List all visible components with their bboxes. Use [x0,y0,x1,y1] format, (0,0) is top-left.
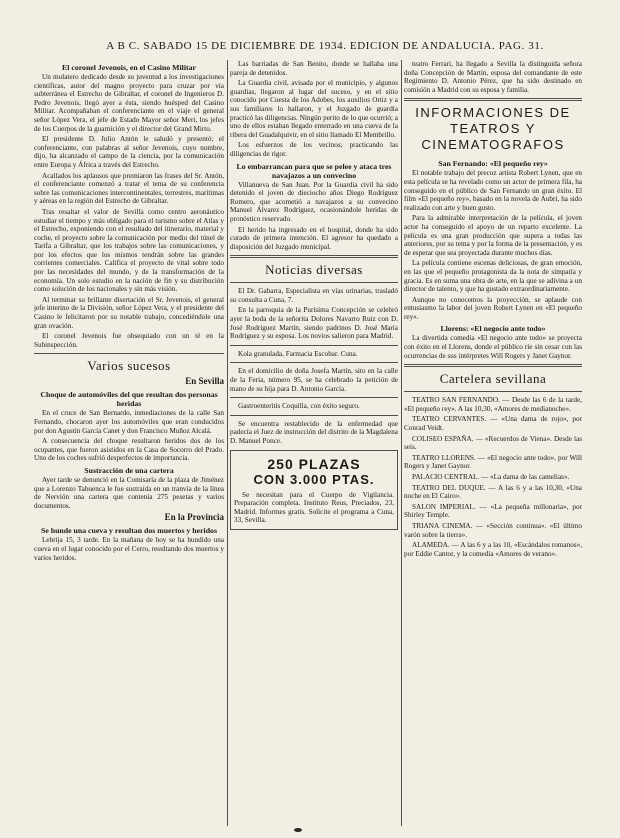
headline-cartera: Sustracción de una cartera [84,465,174,475]
listing: PALACIO CENTRAL. — «La dama de las camelias». [412,473,570,481]
divider [230,397,398,398]
paragraph: En la parroquia de la Purísima Concepción se celebró ayer la boda de la señorita Dolores Navarro Ruiz con D. José Rodríguez Martín, siendo padrinos D. José María Rodríguez y su esposa. Los novios salieron para Madrid. [230,306,398,341]
paragraph: Ayer tarde se denunció en la Comisaría de la plaza de Jiménez que a Lorenzo Tabuenca le fue sustraída en un tranvía de la línea de Nervión una cartera que contenía 275 pesetas y varios documentos. [34,475,224,510]
paragraph: Kola granulada, Farmacia Escobar. Cuna. [238,349,358,358]
paragraph: Gastroenteritis Coquilla, con éxito seguro. [238,402,360,411]
column-rule-2 [401,60,402,826]
paragraph: El notable trabajo del precoz artista Robert Lynen, que en esta película se ha revelado como un actor de primera fila, ha conseguido en el público de San Fernando un gran éxito. El film «El pequeño rey», basado en la novela de Aubri, ha sido realizado con arte y buen gusto. [404,169,582,212]
divider [230,415,398,416]
paragraph: teatro Ferrari, ha llegado a Sevilla la distinguida señora doña Concepción de Martín, esposa del comandante de este Regimiento D. Antonio Pérez, que ha sido destinado en comisión a Madrid con su esposa y familia. [404,60,582,94]
paragraph: Al terminar su brillante disertación el Sr. Jevenois, el general jefe interino de la División, señor López Vera, y el presidente del Casino le felicitaron por su notable trabajo, concediéndole una gran ovación. [34,295,224,330]
paragraph: Villanueva de San Juan. Por la Guardia civil ha sido detenido el joven de dieciocho años Diego Rodríguez Romero, que acometió a navajazos a su convecino Manuel Álvarez Rodríguez, ocasionándole heridas de pronóstico reservado. [230,180,398,223]
divider [230,255,398,258]
paragraph: La Guardia civil, avisada por el municipio, y algunos guardias, llegaron al lugar del suceso, y en el sitio conocido por Cuesta de los Adobes, los auxilios Ortiz y a sus familiares lo hallaron, y el Juzgado de guardia practicó las diligencias. Ningún perito de lo que ocurrió; a uno de ellos estaban llegado enterrado en una cueva de la ribera del Guadalquivir, en el sitio llamado El Membrillo. [230,79,398,139]
paragraph: Un mulatero dedicado desde su juventud a los investigaciones científicas, autor del magno proyecto para cruzar por vía subterránea el Estrecho de Gibraltar, el coronel de Ingenieros D. Pedro Jevenois, llegó ayer a ésta, siendo huésped del Casino Militar. Acompañaban el conferenciante en el viaje el general señor López Vera, el jefe de Estado Mayor señor Meri, los jefes de los Cuerpos de la guarnición y el director del Grand Mirto. [34,73,224,133]
paragraph: Lebrija 15, 3 tarde. En la mañana de hoy se ha hundido una cueva en el lugar conocido por el Cerro, resultando dos muertos y varios heridos. [34,536,224,562]
divider [230,282,398,283]
paragraph: La película contiene escenas deliciosas, de gran emoción, en las que el pequeño protagonista da la nota de simpatía y gracia. Es en suma una obra de arte, en la que se adivina a un director de talento, y que ha gustado extraordinariamente. [404,259,582,294]
column-1 [34,60,224,828]
paragraph: Acallados los aplausos que premiaron las frases del Sr. Antón, el conferenciante comenzó a tratar el tema de su conferencia sobre las comunicaciones intercontinentales, terrestres, marítimas y aéreas en la región del Estrecho de Gibraltar. [34,171,224,206]
listing: TEATRO DEL DUQUE. — A las 6 y a las 10,30, «Una noche en El Cairo». [404,483,582,501]
listing: COLISEO ESPAÑA. — «Recuerdos de Viena». Desde las seis. [404,434,582,452]
headline-cueva: Se hunde una cueva y resultan dos muertos y heridos [41,526,217,536]
paragraph: El herido ha ingresado en el hospital, donde ha sido curado de primera intención. El agresor ha quedado a disposición del Juzgado municipal. [230,225,398,251]
divider [404,364,582,367]
ad-headline-pesetas: CON 3.000 PTAS. [253,471,375,487]
divider [230,362,398,363]
paragraph: El presidente D. Julio Antón le saludó y presentó; el conferenciante, con palabras al señor Jevenois, cuyo nombre, dijo, ha alcanzado el campo de la ciencia, por la comunicación entre Europa y África a través del Estrecho. [34,135,224,169]
column-3 [404,60,582,828]
paragraph: Los esfuerzos de los vecinos; practicando las diligencias de rigor. [230,141,398,158]
subsection-en-sevilla: En Sevilla [185,376,224,387]
ad-headline-plazas: 250 PLAZAS [267,455,361,472]
paragraph: En el cruce de San Bernardo, inmediaciones de la calle San Fernando, chocaron ayer los automóviles que eran conducidos por don Agustín García Canet y don Francisco Muñoz Alcalá. [34,409,224,435]
column-rule-1 [227,60,228,826]
paragraph: Tras resaltar el valor de Sevilla como centro aeronáutico estudiar el tiempo y más obligado para el turismo sobre el Atlas y el Estrecho, exponiendo con el resultado del itinerario, material y coche, el proyecto sobre la comunicación por medio del túnel de Tarifa a Gibraltar, que los trabajos sobre las comunicaciones, y por los efectos que los mismos tendrán sobre las grandes corrientes comerciales. Califica el proyecto de vital sobre todo por las necesidades del mundo, y de la transformación de la economía. Un solo estudio en la nación de fin y su distribución como solución de los nacionales y sin más visión. [34,207,224,294]
subsection-en-la-provincia: En la Provincia [164,512,224,523]
page-header: A B C. SABADO 15 DE DICIEMBRE DE 1934. EDICION DE ANDALUCIA. PAG. 31. [106,40,544,52]
paragraph: Se encuentra restablecido de la enfermedad que padecía el Juez de instrucción del distrito de la Magdalena D. Manuel Ponce. [230,419,398,445]
headline-navajazos: Lo embarrancan para que se pelee y ataca tres navajazos a un convecino [236,161,392,180]
section-title-noticias: Noticias diversas [265,262,363,278]
section-title-sucesos: Varios sucesos [87,358,171,374]
headline-llorens: Llorens: «El negocio ante todo» [440,324,546,334]
paragraph: El Dr. Gabarra, Especialista en vías urinarias, trasladó su consulta a Cuna, 7. [230,287,398,304]
listing: TEATRO CERVANTES. — «Una dama de rojo», por Conrad Veidt. [404,415,582,433]
ad-text: Se necesitan para el Cuerpo de Vigilancia. Preparación completa. Instituto Reus, Preciados, 23, Madrid. Informes gratis. Solicite el programa a Cuna, 33, Sevilla. [234,490,394,525]
section-title-cartelera: Cartelera sevillana [439,371,547,387]
listing: TRIANA CINEMA. — «Sección continua». «El último varón sobre la tierra». [404,521,582,539]
paragraph: El coronel Jevenois fue obsequiado con un té en la Subinspección. [34,332,224,349]
ink-mark [294,828,302,832]
headline-jevenois: El coronel Jevenois, en el Casino Militar [62,63,196,72]
column-2 [230,60,398,828]
paragraph: En el domicilio de doña Josefa Martín, sito en la calle de la Feria, número 95, se ha celebrado la petición de mano de su hija para D. Antonio García. [230,367,398,393]
divider [230,345,398,346]
paragraph: A consecuencia del choque resultaron heridos dos de los ocupantes, que fueron asistidos en la Casa de Socorro del Prado. Uno de los coches sufrió desperfectos de importancia. [34,437,224,463]
paragraph: Para la admirable interpretación de la película, el joven actor ha conseguido el apoyo de un reparto excelente. La película es una gran producción que supera a todas las anteriores, por su tema y por la forma de la presentación, y es de esperar que sea proyectada durante muchos días. [404,214,582,257]
divider [34,353,224,354]
section-title-teatros: INFORMACIONES DE TEATROS Y CINEMATOGRAFOS [415,105,571,153]
headline-pequeno-rey: San Fernando: «El pequeño rey» [438,159,548,169]
listing: TEATRO LLORENS. — «El negocio ante todo», por Will Rogers y Janet Gaynor. [404,453,582,471]
paragraph: Las barriadas de San Benito, donde se hallaba una pareja de detenidos. [230,60,398,77]
paragraph: La divertida comedia «El negocio ante todo» se proyecta con éxito en el Llorens, donde el público ríe sin cesar con las ocurrencias de sus intérpretes Will Rogers y Janet Gaynor. [404,334,582,360]
paragraph: Aunque no conocemos la proyección, se aplaude con entusiasmo la labor del joven Robert Lynen en «El pequeño rey». [404,295,582,321]
divider [404,391,582,392]
headline-choque: Choque de automóviles del que resultan dos personas heridas [40,390,218,409]
divider [404,98,582,101]
listing: ALAMEDA. — A las 6 y a las 10, «Escándalos romanos», por Eddie Cantor, y la comedia «Amores de verano». [404,541,582,558]
listing: TEATRO SAN FERNANDO. — Desde las 6 de la tarde, «El pequeño rey». A las 10,30, «Amores de medianoche». [404,396,582,413]
advertisement-box [230,450,398,530]
listing: SALON IMPERIAL. — «La pequeña millonaria», por Shirley Temple. [404,502,582,520]
